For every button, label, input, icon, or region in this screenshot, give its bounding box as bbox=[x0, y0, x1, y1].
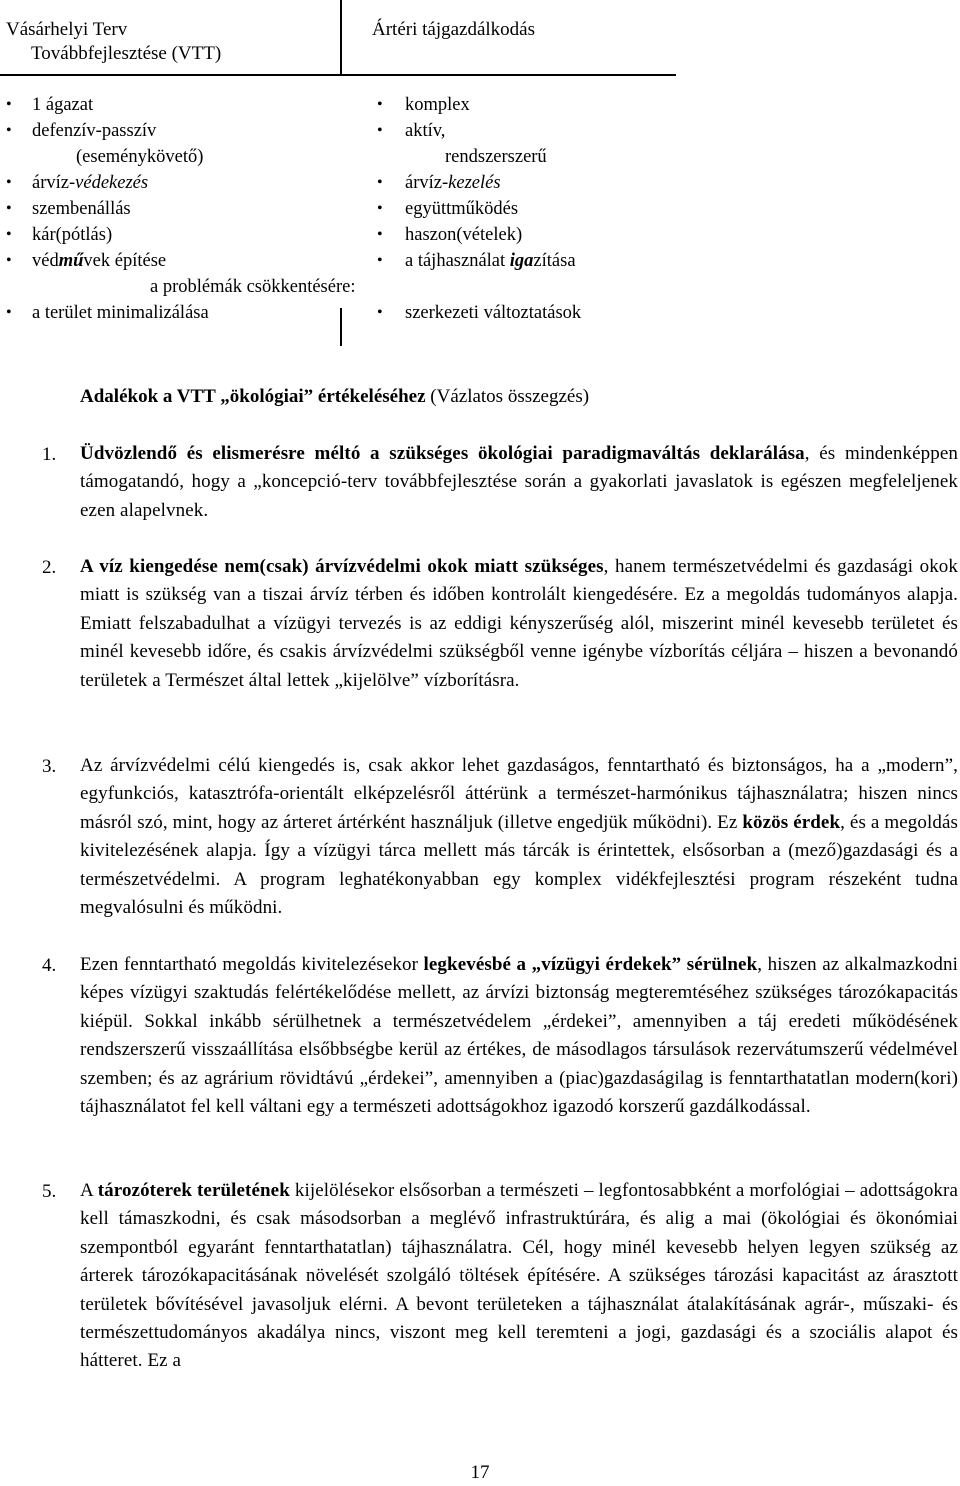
point-text bbox=[80, 752, 958, 922]
point-text bbox=[80, 553, 958, 695]
left-header-line-1: Vásárhelyi Terv bbox=[6, 19, 128, 40]
row-left-text: 1 ágazat bbox=[32, 95, 94, 115]
table-header-rule bbox=[0, 74, 676, 76]
point-bold: Üdvözlendő és elismerésre méltó a szükséges ökológiai paradigmaváltás deklarálása bbox=[80, 443, 805, 464]
row-right-prefix: árvíz- bbox=[405, 173, 449, 193]
row-left-text: defenzív-passzív bbox=[32, 121, 157, 141]
point-plain: Ezen fenntartható megoldás kivitelezésekor bbox=[80, 954, 424, 975]
row-right-prefix: a tájhasználat bbox=[405, 251, 510, 271]
point-plain: , hiszen az alkalmazkodni képes vízügyi szaktudás felértékelődése mellett, az árvízi biztonság megteremtéséhez szükséges tározókapacitás kiépül. Sokkal inkább sérülhetnek a természetvédelem „érdekei”, amennyiben a táj eredeti működésének rendszerszerű visszaállítása elsőbbségbe kerül az értékes, de másodlagos társulások rezervátumszerű védelmével szemben; és az agrárium rövidtávú „érdekei”, amennyiben a (piac)gazdaságilag is fenntarthatatlan modern(kori) tájhasználatot fel kell váltani egy a természeti adottságokhoz igazodó korszerű gazdálkodással. bbox=[80, 954, 958, 1118]
row-right-text: együttműködés bbox=[405, 199, 519, 219]
left-header-line-2: Továbbfejlesztése (VTT) bbox=[31, 43, 222, 64]
point-bold: A víz kiengedése nem(csak) árvízvédelmi okok miatt szükséges bbox=[80, 556, 604, 577]
bullet-icon: • bbox=[6, 252, 12, 269]
row-right-continuation: rendszerszerű bbox=[445, 147, 547, 167]
row-right-suffix: zítása bbox=[533, 251, 576, 271]
summary-title bbox=[80, 385, 589, 409]
point-plain: , hanem természetvédelmi és gazdasági okok miatt is szükség van a tiszai árvíz térben és időben kontrolált kiengedésére. Ez a megoldás tudományos alapja. Emiatt felszabadulhat a vízügyi tervezés is az eddigi kényszerűség alól, miszerint minél kevesebb területet és minél kevesebb időre, és csakis árvízvédelmi szükségből venne igénybe vízborítás céljára – hiszen a bevonandó területek a Természet által lettek „kijelölve” vízborításra. bbox=[80, 556, 958, 691]
row-left-continuation: (eseménykövető) bbox=[76, 147, 204, 167]
bullet-icon: • bbox=[6, 304, 12, 321]
row-span-text: a problémák csökkentésére: bbox=[150, 277, 356, 297]
row-left-prefix: véd bbox=[32, 251, 59, 271]
row-left-text: a terület minimalizálása bbox=[32, 303, 209, 323]
row-left-text: kár(pótlás) bbox=[32, 225, 113, 245]
point-text bbox=[80, 1177, 958, 1376]
row-right-text: komplex bbox=[405, 95, 470, 115]
point-plain: , és a megoldás kivitelezésének alapja. Így a vízügyi tárca mellett más tárcák is érintettek, elsősorban a (mező)gazdasági és a természetvédelmi. A program leghatékonyabban egy komplex vidékfejlesztési program részeként tudna megvalósulni és működni. bbox=[80, 811, 958, 919]
point-bold: tározóterek területének bbox=[97, 1180, 290, 1201]
row-right-text bbox=[405, 250, 576, 272]
point-number: 2. bbox=[42, 557, 57, 578]
bullet-icon: • bbox=[6, 122, 12, 139]
point-number: 1. bbox=[42, 444, 57, 465]
bullet-icon: • bbox=[377, 304, 383, 321]
row-left-text bbox=[32, 250, 166, 272]
row-left-text: szembenállás bbox=[32, 199, 131, 219]
bullet-icon: • bbox=[6, 96, 12, 113]
row-right-text: szerkezeti változtatások bbox=[405, 303, 582, 323]
row-right-text bbox=[405, 172, 501, 194]
point-text bbox=[80, 951, 958, 1121]
page-number: 17 bbox=[470, 1462, 490, 1483]
bullet-icon: • bbox=[377, 226, 383, 243]
row-right-italic: kezelés bbox=[448, 173, 501, 193]
table-left-header bbox=[6, 19, 221, 65]
point-plain: A bbox=[80, 1180, 98, 1201]
row-left-bold-italic: mű bbox=[58, 251, 84, 271]
point-bold: közös érdek bbox=[742, 811, 841, 833]
row-left-italic: védekezés bbox=[75, 173, 149, 193]
point-text bbox=[80, 440, 958, 525]
row-left-prefix: árvíz- bbox=[32, 173, 76, 193]
table-right-header: Ártéri tájgazdálkodás bbox=[372, 19, 536, 40]
point-number: 5. bbox=[42, 1181, 57, 1202]
row-right-bold-italic: iga bbox=[509, 251, 534, 271]
point-plain: Az árvízvédelmi célú kiengedés is, csak akkor lehet gazdaságos, fenntartható és biztonságos, ha a „modern”, egyfunkciós, katasztrófa-orientált elképzelésről áttérünk a természet-harmónikus tájhasználatra; hiszen nincs másról szó, mint, hogy az árteret ártérként használjuk (illetve engedjük működni). Ez bbox=[80, 755, 958, 833]
bullet-icon: • bbox=[6, 200, 12, 217]
row-left-text bbox=[32, 172, 148, 194]
point-number: 4. bbox=[42, 955, 57, 976]
summary-title-rest: (Vázlatos összegzés) bbox=[425, 386, 590, 407]
bullet-icon: • bbox=[377, 200, 383, 217]
point-number: 3. bbox=[42, 756, 57, 777]
summary-title-bold: Adalékok a VTT „ökológiai” értékeléséhez bbox=[80, 386, 426, 407]
bullet-icon: • bbox=[377, 174, 383, 191]
point-plain: kijelölésekor elsősorban a természeti – legfontosabbként a morfológiai – adottságokra kell támaszkodni, és csak másodsorban a meglévő infrastruktúrára, és alig a mai (ökológiai és ökonómiai szempontból egyaránt fenntarthatatlan) tájhasználatra. Cél, hogy minél kevesebb helyen legyen szükség az árterek tározókapacitásának növelését szolgáló töltések építésére. A szükséges tározási kapacitást az árasztott területek bővítésével javasoljuk elérni. A bevont területeken a tájhasználat átalakításának agrár-, műszaki- és természettudományos akadálya nincs, viszont meg kell teremteni a jogi, gazdasági és a szociális alapot és hátteret. Ez a bbox=[80, 1180, 958, 1372]
bullet-icon: • bbox=[377, 252, 383, 269]
row-right-text: haszon(vételek) bbox=[405, 225, 523, 245]
row-left-suffix: vek építése bbox=[83, 251, 167, 271]
bullet-icon: • bbox=[377, 122, 383, 139]
bullet-icon: • bbox=[377, 96, 383, 113]
point-plain: , és mindenképpen támogatandó, hogy a „koncepció-terv továbbfejlesztése során a gyakorlati javaslatok is egészen megfeleljenek ezen alapelvnek. bbox=[80, 443, 958, 521]
bullet-icon: • bbox=[6, 226, 12, 243]
row-right-text: aktív, bbox=[405, 121, 446, 141]
table-vertical-divider-top bbox=[340, 0, 342, 76]
point-bold: legkevésbé a „vízügyi érdekek” sérülnek bbox=[423, 954, 758, 975]
bullet-icon: • bbox=[6, 174, 12, 191]
table-vertical-divider-bottom bbox=[340, 308, 342, 346]
